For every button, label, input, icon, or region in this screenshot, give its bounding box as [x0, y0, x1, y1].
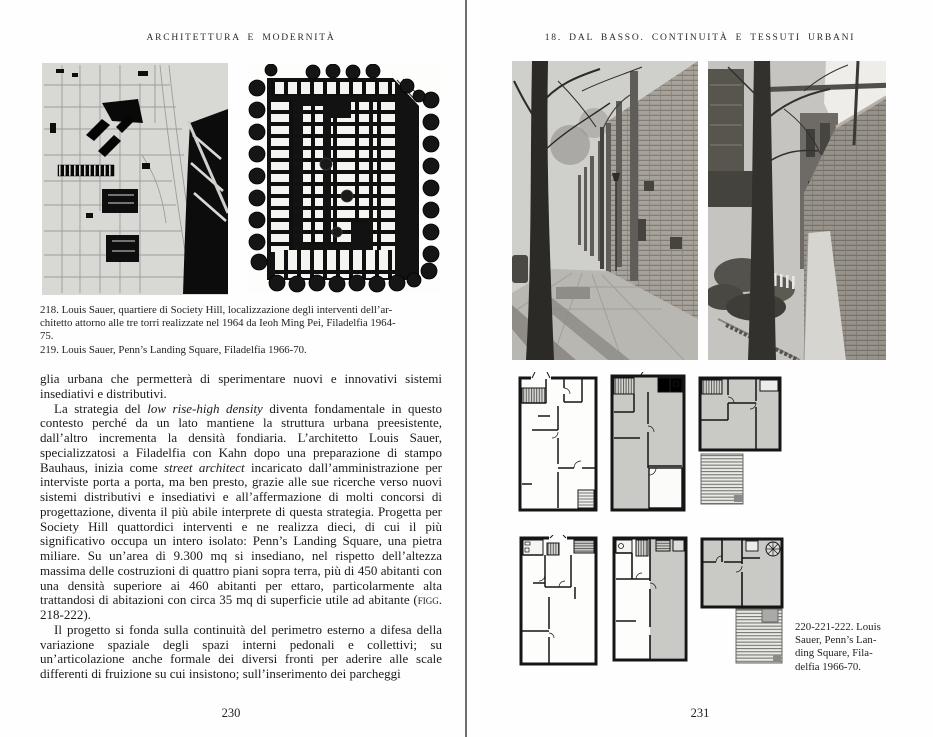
italic-term: low rise-high density [147, 400, 263, 416]
floor-plan-3 [698, 375, 782, 508]
body-paragraph-1: glia urbana che permetterà di sperimentare nuovi e innovativi sistemi insediativi e distributivi. [40, 371, 442, 401]
body-paragraph-3: Il progetto si fonda sulla continuità del perimetro esterno a difesa della variazione spaziale degli spazi interni pedonali e collettivi; su un’articolazione anche formale dei diversi fronti per aderire alle scale differenti di fruizione su cui insistono; sull’inserimento dei parcheggi [40, 621, 442, 681]
page-gutter-divider [465, 0, 467, 737]
caption-line: 218. Louis Sauer, quartiere di Society Hill, localizzazione degli interventi dell’ar- [40, 304, 393, 316]
body-paragraph-2 [40, 402, 442, 623]
caption-line: chitetto attorno alle tre torri realizzate nel 1964 da Ieoh Ming Pei, Filadelfia 1964- [40, 317, 396, 330]
floor-plan-2 [610, 372, 686, 513]
floor-plan-4 [519, 535, 598, 667]
caption-line: 220-221-222. Louis [795, 621, 881, 633]
italic-term: street architect [164, 459, 245, 475]
running-header-right: 18. DAL BASSO. CONTINUITÀ E TESSUTI URBANI [544, 33, 856, 43]
caption-line: ding Square, Fila- [795, 647, 873, 660]
page-number-left: 230 [221, 706, 241, 720]
caption-line: delfia 1966-70. [795, 660, 861, 673]
body-text-segment: ). [83, 607, 91, 622]
body-text-column [40, 372, 442, 682]
body-text-segment: diventa fondamentale in questo contesto perché da un lato mantiene la struttura urbana preesistente, dall’altro incrementa la densità fondiaria. L’architetto Louis Sauer, specializzatosi a Filadelfia con Kahn dopo una preparazione di stampo Bauhaus, inizia come [40, 400, 443, 475]
floor-plan-6 [700, 536, 784, 667]
figure-219-site-plan [247, 64, 441, 293]
caption-fig-220-222 [795, 621, 897, 674]
floor-plan-5 [612, 535, 688, 664]
caption-line: 75. [40, 330, 54, 343]
photo-221-pedestrian-path [708, 61, 886, 360]
photo-220-street-sidewalk [512, 61, 698, 360]
caption-line: Sauer, Penn’s Lan- [795, 634, 877, 647]
floor-plan-1 [518, 372, 598, 513]
figure-reference: figg. 218-222 [40, 592, 442, 622]
body-text-segment: La strategia del [54, 400, 148, 416]
body-text-segment: incaricato dall’amministrazione per interviste porta a porta, ma ben presto, grazie alle sue ricerche verso nuovi sistemi distributivi e insediativi e all’affermazione di molti concorsi di progettazione, diventa il più abile interprete di questa strategia. Progetta per Society Hill quattordici interventi e ne realizza dieci, di cui il più significativo occupa un intero isolato: Penn’s Landing Square, una pietra miliare. Su un’area di 9.300 mq si insediano, nel rispetto dell’altezza massima delle costruzioni di quattro piani sopra terra, più di 450 abitanti con una densità superiore ai 460 abitanti per ettaro, particolarmente alta trattandosi di abitazioni con circa 35 mq di superficie utile ad abitante ( [40, 459, 442, 608]
caption-line: 219. Louis Sauer, Penn’s Landing Square, Filadelfia 1966-70. [40, 343, 307, 356]
figure-218-city-map [42, 63, 228, 295]
running-header-left: ARCHITETTURA E MODERNITÀ [146, 33, 336, 43]
page-number-right: 231 [690, 706, 710, 720]
caption-fig-218-219 [40, 304, 444, 357]
